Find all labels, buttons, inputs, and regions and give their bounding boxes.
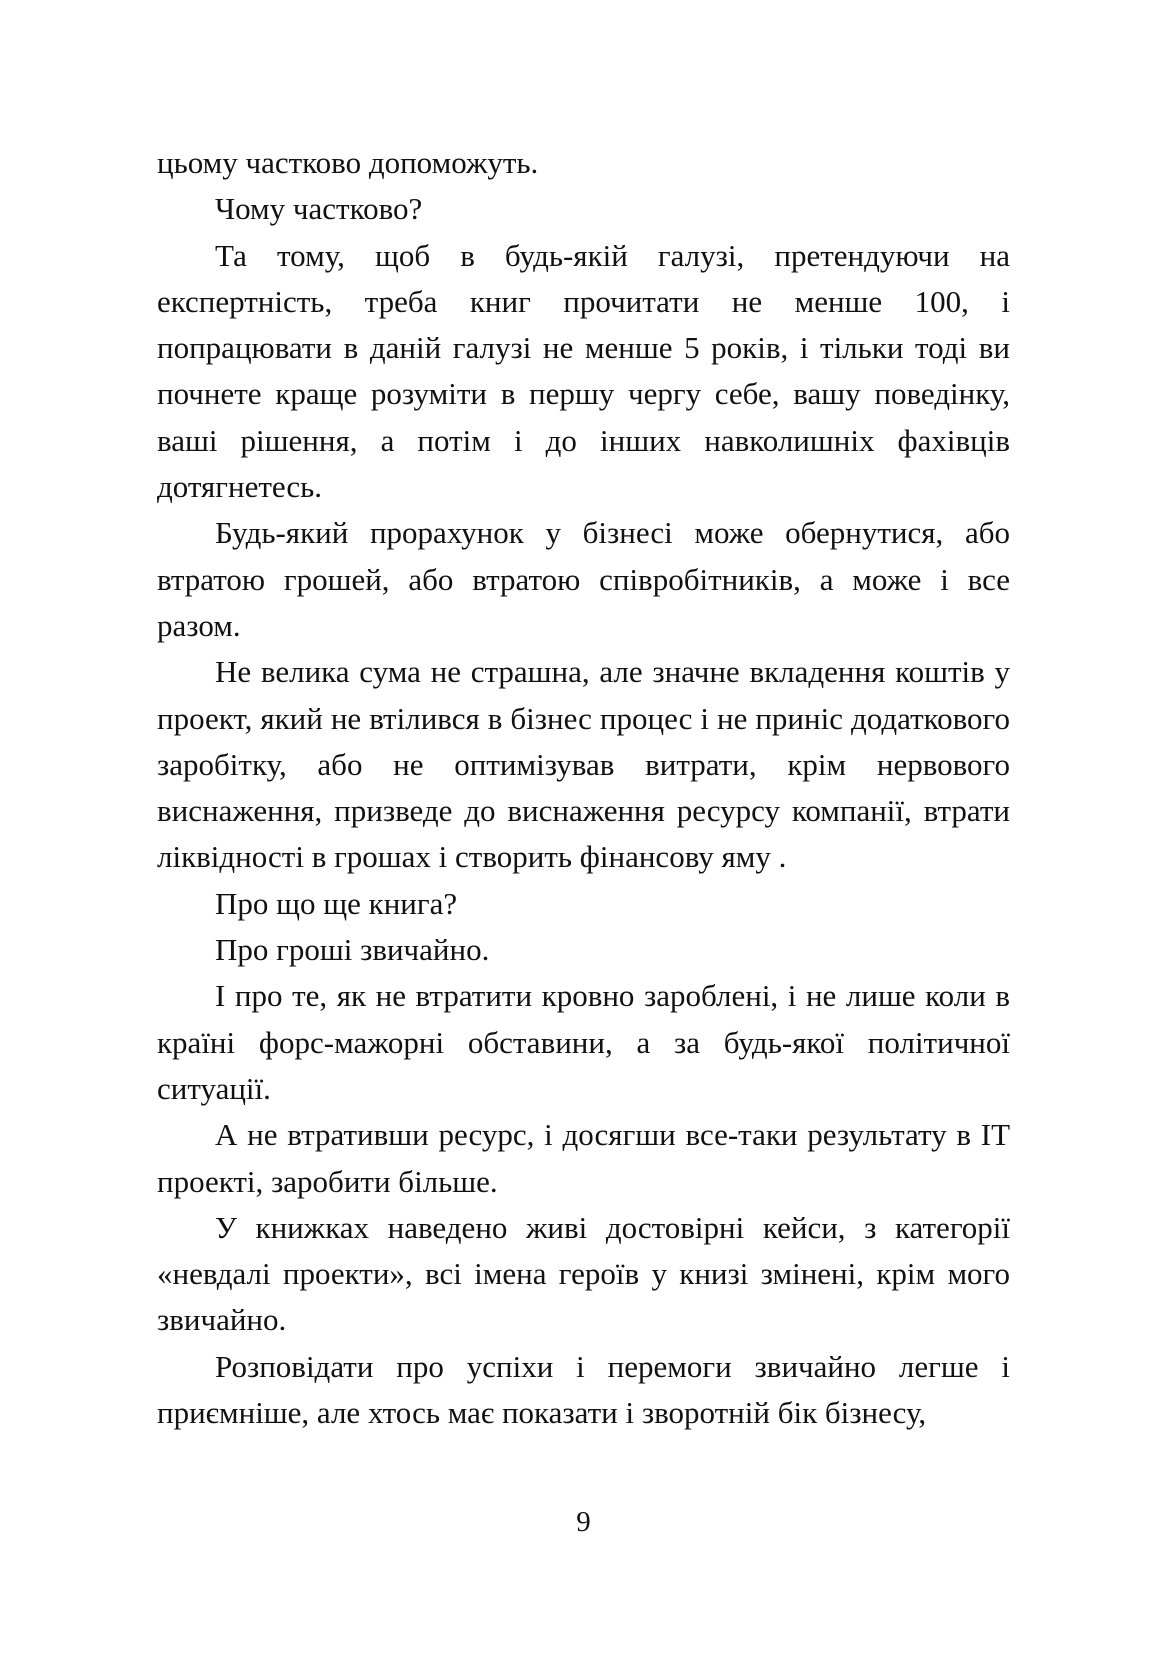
paragraph: Про що ще книга?: [215, 885, 458, 921]
paragraph: Чому частково?: [215, 191, 423, 227]
paragraph: Не велика сума не страшна, але значне вкладення коштів у проект, який не втілився в бізнес процес і не приніс додаткового заробітку, або не оптимізував витрати, крім нервового виснаження, призведе до виснаження ресурсу компанії, втрати ліквідності в грошах і створить фінансову яму .: [157, 654, 1010, 875]
paragraph: Про гроші звичайно.: [215, 932, 490, 968]
paragraph: У книжках наведено живі достовірні кейси, з категорії «невдалі проекти», всі імена героїв у книзі змінені, крім мого звичайно.: [157, 1209, 1010, 1338]
paragraph: А не втративши ресурс, і досягши все-таки результату в IT проекті, заробити більше.: [157, 1117, 1010, 1199]
page-number: 9: [576, 1506, 591, 1538]
body-text: [157, 140, 1010, 1436]
paragraph: І про те, як не втратити кровно зароблені, і не лише коли в країні форс-мажорні обставини, а за будь-якої політичної ситуації.: [157, 978, 1010, 1106]
paragraph: Будь-який прорахунок у бізнесі може обернутися, або втратою грошей, або втратою співробітників, а може і все разом.: [157, 515, 1010, 643]
paragraph: Та тому, щоб в будь-якій галузі, претендуючи на експертність, треба книг прочитати не менше 100, і попрацювати в даній галузі не менше 5 років, і тільки тоді ви почнете краще розуміти в першу чергу себе, вашу поведінку, ваші рішення, а потім і до інших навколишніх фахівців дотягнетесь.: [157, 237, 1010, 505]
paragraph: Розповідати про успіхи і перемоги звичайно легше і приємніше, але хтось має показати і зворотній бік бізнесу,: [157, 1348, 1010, 1431]
paragraph: цьому частково допоможуть.: [157, 145, 539, 180]
